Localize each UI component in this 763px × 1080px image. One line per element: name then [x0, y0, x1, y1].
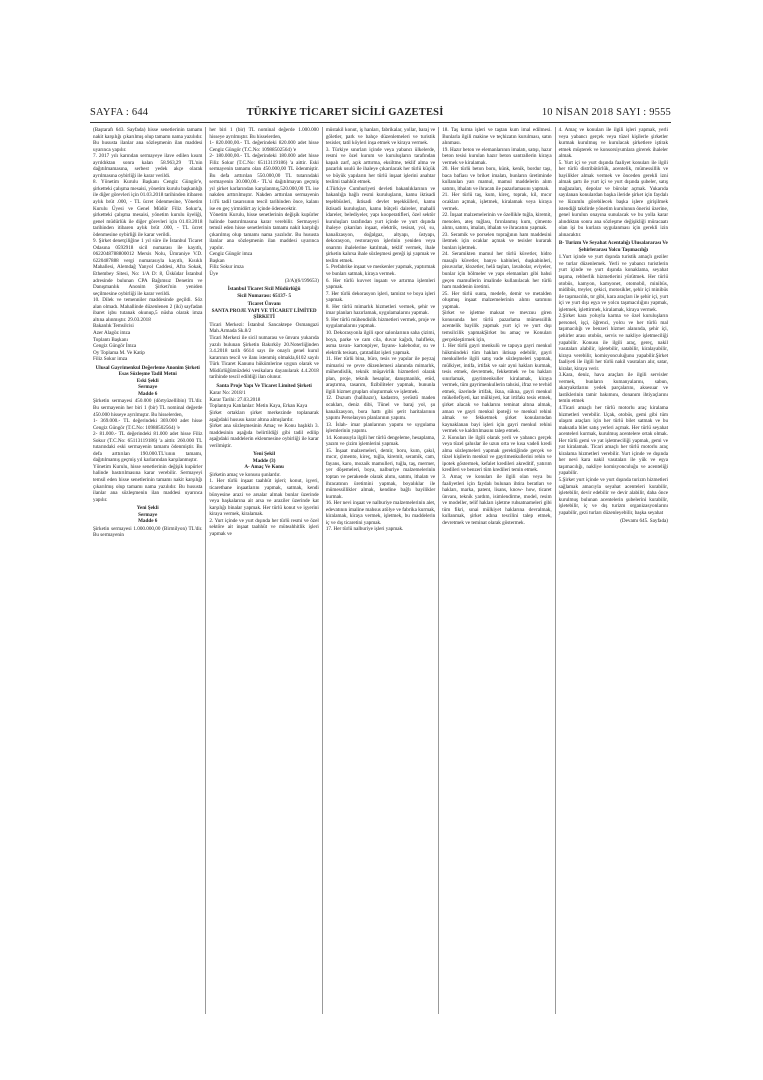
paragraph: 6. Her türlü kuvvet inşaatı ve artırma işlemleri yapmak.: [325, 277, 436, 291]
paragraph: 9. Şirket denetçiliğine 1 yıl süre ile İstanbul Ticaret Odasına 0592918 sicil numarası ile kayıtlı, 0622048788800012 Mersis Nolu, Ümraniye V.D. 6220487888 vergi numarasıyla kayıtlı, Kısıklı Mahallesi, Alemdağ Yanyol Caddesi, Afra Sokak, Ethembey Sitesi, No: 1/A D: 8, Üsküdar İstanbul adresinde bulunan CPA Bağımsız Denetim ve Danışmanlık Anonim Şirketi'nin yeniden seçilmesine oybirliği ile karar verildi.: [93, 238, 203, 297]
paragraph: Bakanlık Temsilcisi Azer Alagöz imza Toplantı Başkanı Cengiz Güngör İmza Oy Toplama M. Ve Katip Filiz Sokur imza: [93, 323, 145, 363]
paragraph: 2.Şirket kara yoluyla karma ve özel kuruluşların personel, işçi, öğrenci, yolcu ve her türlü mal taşımacılığı ve benzeri hizmet alanında, şehir içi, şehirler arası otobüs, servis ve nakliye işletmeciliği yapabilir. Konusu ile ilgili araç, gereç, nakil vasıtaları alabilir, işletebilir, satabilir, kiralayabilir, kiraya verebilir, komisyonculuğunu yapabilir.Şirket faaliyeti ile ilgili her türlü nakil vasıtaları alır, satar, kiralar, kiraya verir.: [558, 313, 669, 372]
paragraph: Cengiz Güngör imza Başkan Filiz Sokur imza Üye: [209, 251, 253, 278]
paragraph: 3. Türkiye sınırları içinde veya yabancı ülkelerde, resmi ve özel kurum ve kuruluşların tarafından kapalı zarf, açık arttırma, eksiltme, teklif alma ve pazarlık usulü ile ihaleye çıkarılacak her türlü küçük ve büyük yapıların her türlü inşaat işlerini anahtar teslimi taahhüt etmek.: [325, 146, 436, 186]
section-heading: B- Turizm Ve Seyahat Acentalığı Ulusalararası Ve Şehirlerarası Yolcu Taşımacılığı: [558, 240, 668, 253]
column-3: [322, 127, 438, 1014]
paragraph: 8. Yönetim Kurulu Başkanı Cengiz Güngör'e, şirketteki çalışma mesaisi, yönetim kurulu başkanlığı ile diğer görevleri için 01.03.2018 tarihinden itibaren aylık brüt .000, - TL ücret ödenmesine, Yönetim Kurulu Üyesi ve Genel Müdür Filiz Sokur'a, şirketteki çalışma mesaisi, yönetim kurulu üyeliği, genel müdürlük ile diğer görevleri için 01.03.2018 tarihinden itibaren aylık brüt .000, - TL ücret ödenmesine oybirliği ile karar verildi.: [93, 179, 203, 238]
paragraph: 9. Her türlü mühendislik hizmetleri vermek, proje ve uygulamalarını yapmak.: [325, 316, 436, 330]
paragraph: 19. Hazır beton ve elemanlarının imalatı, satışı, hazır beton tesisi kurulan hazır beton santrallerin kiraya vermek ve kiralamak.: [442, 146, 552, 166]
paragraph: (3/A)(6/199653): [284, 277, 319, 284]
section-heading: Yeni Şekil Madde (3) A- Amaç Ve Konu: [244, 451, 284, 471]
section-heading: Ticaret Ünvanı SANTA PROJE YAPI VE TİCARET LİMİTED ŞİRKETİ: [211, 301, 317, 321]
paragraph: 25. Her türlü sunta, medefe, demir ve metalden oluşmuş inşaat malzemelerinin alımı satımını yapmak.: [442, 290, 552, 310]
paragraph: (Baştarafı 643. Sayfada) hisse senetlerinin tamamı nakit karşılığı çıkarılmış olup tamamı nama yazılıdır. Bu hususta ilanlar ana sözleşmenin ilan maddesi uyarınca yapılır.: [93, 127, 203, 153]
paragraph: 20. Her türlü beton boru, künk, kenik, bordur taşı, baca bafiası ve briket imalatı, bunların üretiminde kullanılan yarı mamul, mamul maddelerin alım satımı, ithalatı ve ihracatı ile pazarlamasını yapmak.: [442, 166, 552, 192]
paragraph: Şirket ana sözleşmesinin Amaç ve Konu başlıklı 3. maddesinin aşağıda belirtildiği gibi tadil edilip aşağıdaki maddelerin eklenmesine oybirliği ile karar verilmiştir.: [209, 423, 319, 449]
paragraph: Şirket ve işletme maksat ve mevzuu giren konusunda her türlü pazarlama mümessillik acentelik bayilik yapmak yurt içi ve yurt dışı temsilcilik yapmakŞirket bu amaç ve Konuları gerçekleştirmek için,: [442, 310, 552, 343]
publication-title: TÜRKİYE TİCARET SİCİLİ GAZETESİ: [246, 106, 444, 118]
paragraph: 2. Yurt içinde ve yurt dışında her türlü resmi ve özel sektöre ait inşaat taahhüt ve müteahhitlik işleri yapmak ve: [209, 517, 319, 537]
paragraph: 24. Seramikten mamul her türlü küvetler, hidro masajlı küvetler, banyo kabinleri, duşkabinleri, pisuvarlar, klozetler, helâ taşları, lavabolar, eviyeler, bunlar için bölmeler ve yapı elemanları gibi bahsi geçen mamullerin imalinde kullanılacak her türlü ham maddenin üretimi.: [442, 251, 552, 291]
paragraph: 13. İslah- imar planlarının yapımı ve uygulama işlemlerinin yapımı.: [325, 421, 436, 435]
page-number: SAYFA : 644: [90, 106, 149, 118]
paragraph: 1.Yurt içinde ve yurt dışında turistik amaçlı geziler ve turlar düzenlemek. Yerli ve yabancı turistlerin yurt içinde ve yurt dışında konaklama, seyahat taşıma, rehberlik hizmetlerini yürütmek. Her türlü otobüs, kamyon, kamyonet, otomobil, minibüs, midibüs, treyler, çekici, motosiklet, şehir içi minibüs ile taşımacılık, tır gibi, kara araçları ile şehir içi, yurt içi ve yurt dışı eşya ve yolcu taşımacılığını yapmak, işletmek, işlettirmek, kiralamak, kiraya vermek.: [558, 254, 669, 313]
column-2: [205, 127, 321, 1014]
paragraph: 1. Her türlü gayri menkulü ve tapuya gayri menkul hükmündeki tüm hakları iktisap edebilir, gayri menkullerle ilgili satış vade sözleşmeleri yapmak, mülkiyet, intifa, irtifak ve sair ayni hakları kurmak, tesis etmek, devretmek, fekketmek ve bu hakları sınırlamak, gayrimenkuller kiralamak, kiraya vermek, tüm gayrimenkullerin tahsisi, ifraz ve tevhid etmek, üzerinde irtifak, ikna, sükna, gayri menkul mükellefiyeti, kat mülkiyeti, kat irtifakı tesis etmek, şirket alacak ve haklarını teminat altına almak, amacı ve gayri menkul ipoteği ve menkul rehini almak ve fekketmek şirket konularından kaynaklanan bayi işleri için gayri menkul rehini vermek ve kaldırılmasını talep etmek.: [442, 343, 552, 435]
paragraph: Yönetim Kurulu, hisse senetlerinin değişik kupürler halinde bastırılmasına karar verebilir. Sermayeyi temsil eden hisse senetlerinin tamamı nakit karşılığı çıkarılmış olup tamamı nama yazılıdır. Bu hususta ilanlar ana sözleşmenin ilan maddesi uyarınca yapılır.: [93, 463, 203, 503]
issue-date-number: 10 NİSAN 2018 SAYI : 9555: [541, 106, 671, 118]
paragraph: Ticari Merkezi: İstanbul Sancaktepe Osmangazi Mah.Armada Sk.8/2: [209, 321, 319, 335]
paragraph: 4.Ticari amaçlı her türlü motorlu araç kiralama hizmetleri verebilir. Uçak, otobüs, gemi gibi tüm ulaşım araçları için her türlü bilet satmak ve bu maksatla bilet satış yerleri açmak. Her türlü seyahat acenteleri kurmak, kurulmuş acentelere ortak olmak. Her türlü gemi ve yat işletmeciliği yapmak, gemi ve yat kiralamak. Ticari amaçlı her türlü motorlu araç kiralama hizmetleri verebilir. Yurt içinde ve dışında her nevi kara nakil vasıtaları ile yük ve eşya taşımacılığı, nakliye komisyonculuğu ve acenteliği yapabilir.: [558, 404, 669, 477]
paragraph: 21. Her türlü taş, kum, kireç, toprak, kil, mıcır ocakları açmak, işletmek, kiralamak veya kiraya vermek.: [442, 192, 552, 212]
paragraph: 1- 369.000.- TL değerindeki 369.000 adet hisse Cengiz Güngör (T.C.No: 10988502564) 'e 2- 81.000.- TL değerindeki 81.000 adet hisse Filiz Sokur (T.C.No: 65113119186) 'a aittir. 260.000 TL tutarındaki eski sermayenin tamamı ödenmiştir. Bu defa arttırılan 190.000.TL'sının tamamı, dağıtılmamış geçmiş yıl karlarından karşılanmıştır.: [93, 418, 203, 464]
header-rule: [90, 122, 671, 123]
paragraph: 3.Kara, deniz, hava araçları ile ilgili servisler vermek, bunların kumanyalarını, sabun, akaryakıtlarını yedek parçalarını, aksesuar ve lastiklerinin tamir bakımını, donanım ihtiyaçlarını temin etmek: [558, 372, 669, 405]
paragraph: Şirketin amaç ve konusu şunlardır.: [209, 471, 281, 478]
paragraph: 2. Konuları ile ilgili olarak yerli ve yabancı gerçek veya tüzel şahıslar ile uzun orta ve kısa vadeli kredi alma sözleşmeleri yapmak gerektiğinde gerçek ve tüzel kişilerin menkul ve gayrimenkullerini rehin ve ipotek göstermek, kefalet kredileri akreditif, yatırım kredileri ve benzeri tüm kredileri temin etmek.: [442, 434, 552, 474]
paragraph: her biri 1 (bir) TL nominal değerde 1.000.000 hisseye ayrılmıştır. Bu hisselerden,: [209, 127, 319, 140]
column-4: [438, 127, 554, 1014]
paragraph: 11. Her türlü bina, büro, tesis ve yapılar ile peyzaj mimarisi ve çevre düzenlemesi alanında mimarlık, mühendislik, teknik müşavirlik hizmetleri olarak plan, proje, teknik hesaplar, danışmanlık, etüd, araştırma, tasarım, fizibiliteler yapmak, bununla ilgili hizmet grupları oluşturmak ve işletmek.: [325, 356, 436, 395]
paragraph: 5. Yurt içi ve yurt dışında faaliyet konuları ile ilgili her türlü distribütörlük, acentelik, mümessillik ve bayilikler almak vermek ve önceden gerekli izni almak şartı ile yurt içi ve yurt dışında şubeler, satış mağazaları, depolar ve bürolar açmak. Yukarıda sayılanan konulardan başka ileride şirket için faydalı ve lüzumlu görebilecek başka işlere girişilmek istendiği takdirde yönetim kurulunun önerisi üzerine, genel kurulun onayına sunulacak ve bu yolla karar alındıktan sonra ana sözleşme değişikliği müracaatı olan işi bu kurlara uygulanması için gerekli izin alınacaktır.: [558, 159, 669, 238]
section-heading: Ulusal Gayrimenkul Değerleme Anonim Şirketi Esas Sözleşme Tadil Metni Eski Şekli Sermaye Madde 6: [95, 364, 200, 397]
paragraph: 23. Seramik ve porselen toprağının ham maddesini iletmek için ocaklar açmak ve tesisler kurarak bunları işletmek.: [442, 231, 552, 251]
section-heading: İstanbul Ticaret Sicil Müdürlüğü Sicil Numarası: 65137- 5: [227, 286, 301, 299]
column-5: [555, 127, 671, 1014]
paragraph: 17. Her türlü nalburiye işleri yapmak.: [325, 526, 404, 533]
paragraph: 14. Konusuyla ilgili her türlü dengeleme, hesaplama, yazım ve çizim işlemlerini yapmak.: [325, 434, 436, 448]
section-heading: Santa Proje Yapı Ve Ticaret Limited Şirketi: [216, 382, 312, 389]
paragraph: Ticari Merkezi ile sicil numarası ve ünvanı yukarıda yazılı bulunan Şirketin Bakırköy 20.Noterliğinden 3.4.2018 tarih 6614 sayı ile onaylı genel kurul kararının tescil ve ilanı istenmiş olmakla,6102 sayılı Türk Ticaret Kanunu hükümlerine uygun olarak ve Müdürlüğümüzdeki vesikalara dayanılarak 4.4.2018 tarihinde tescil edildiği ilan olunur.: [209, 334, 319, 381]
paragraph: Şirket ortakları şirket merkezinde toplanarak aşağıdaki hususu karar altına almışlardır.: [209, 409, 319, 423]
paragraph: 15. İnşaat malzemeleri, demir, boru, kum, çakıl, mıcır, çimento, kireç, tuğla, kiremit, seramik, cam, fayans, karo, mozaik mamulleri, tuğla, taş, mermer, yer döşemeleri, boya, nalburiye malzemelerinin toptan ve perakende olarak alımı, satımı, ithalatı ve ihracatının üretimini yapmak, boyalıklar ile mümessillikler almak, kendine bağlı bayilikler kurmak.: [325, 447, 436, 500]
paragraph: 7. Her türlü dekorasyon işleri, tamirat ve boya işleri yapmak.: [325, 290, 436, 304]
section-heading: Yeni Şekli Sermaye Madde 6: [136, 505, 159, 525]
paragraph: Yönetim Kurulu, hisse senetlerinin değişik kupürler halinde bastırılmasına karar verebilir. Sermayeyi temsil eden hisse senetlerinin tamamı nakit karşılığı çıkarılmış olup tamamı nama yazılıdır. Bu hususta ilanlar ana sözleşmenin ilan maddesi uyarınca yapılır.: [209, 212, 319, 251]
paragraph: 18. Taş kırma işleri ve taştan kum imal edilmesi. Bunlarla ilgili makine ve teçhizatın kurulması, satın alınması.: [442, 127, 552, 147]
paragraph: 5. Prefabrike inşaat ve meskenler yapmak, yaptırmak ve bunları satmak, kiraya vermek.: [325, 264, 436, 278]
continued-note: (Devamı 645. Sayfada): [620, 518, 669, 525]
paragraph: 1. Her türlü inşaat taahhüt işleri; konut, işyeri, ticarethane inşaatlarını yapmak, satmak, kendi bünyesine arazi ve arsalar almak bunlar üzerinde veya başkalarına ait arsa ve araziler üzerinde kat karşılığı binalar yapmak. Her türlü konut ve işyerini kiraya vermek, kiralamak.: [209, 478, 319, 518]
paragraph: 10. Dekorasyonla ilgili spor salonlarının saha çizimi, boya, parke ve cam cila, duvar kağıdı, halıfleks, asma tavan- kartonpiyer, fayans- kalebodur, su ve elektrik tesisatı, çatıtadilat işleri yapmak.: [325, 329, 436, 356]
paragraph: 1- 820.000,00.- TL değerindeki 820.000 adet hisse Cengiz Güngör (T.C.No: 10988502564) 'e 2- 180.000,00.- TL değerindeki 180.000 adet hisse Filiz Sokur (T.C.No: 65113119186) 'a aittir. Eski sermayenin tamamı olan 450.000,00 TL ödenmiştir. Bu defa arttırılan 550.000,00 TL tutarındaki sermayenin 30.000,00.- TL'si dağıtılmayan geçmiş yıl şirket karlarından karşılanmış,520.000,00 TL ise nakden arttırılmıştır. Nakden arttırılan sermayenin 1/4'ü tadil tasarısının tescil tarihinden önce, kalanı ise en geç yirmidört ay içinde ödenecektir.: [209, 140, 319, 212]
paragraph: 16. Her nevi inşaat ve nalburiye malzemelerinin alet, edevatının imaline mahsus atölye ve fabrika kurmak, kiralamak, kiraya vermek, işletmek, bu maddelerin iç ve dış ticaretini yapmak.: [325, 500, 436, 526]
paragraph: 3. Amaç ve konuları ile ilgili olan veya bu faaliyetleri için faydalı bulunan ihtira beratları ve hakları, marka, patent, lisans, know- how, ticaret ünvanı, teknik yardım, isimlendirme, model, resim ve modeller, telif hakları işletme ruhsatnameleri gibi tüm fikri, sınai mülkiyet haklarına devralmak, kullanmak, şirket adına tescilini talep etmek, devretmek ve teminat olarak göstermek.: [442, 473, 552, 526]
column-1: [90, 127, 205, 1014]
paragraph: 7. 2017 yılı karından sermayeye ilave edilen kısım ayrıldıktan sonra kalan 58.963,29 TL'nin dağıtılmamasına, serbest yedek akçe olarak ayrılmasına oybirliği ile karar verildi.: [93, 153, 203, 179]
paragraph: 22. İnşaat malzemelerinin ve özellikle tuğla, kiremit, menolen, ateş tuğlası, fırınlanmış kum, çimento alımı, satımı, imalatı, ithalatı ve ihracatını yapmak.: [442, 212, 552, 232]
paragraph: 5.Şirket yurt içinde ve yurt dışında turizm hizmetleri sağlamak amacıyla seyahat acenteleri kurabilir, işletebilir, devir edebilir ve devir alabilir, daha önce kurulmuş bulunan acentelerin şubelerini kurabilir, işletebilir, iç ve dış turizm organizasyonlarını yapabilir, gezi turları düzenleyebilir, başka seyahat: [558, 476, 669, 516]
page-header: [90, 104, 671, 120]
paragraph: Şirketin sermayesi 450.000 (dörtyüzellibin) TL'dir. Bu sermayenin her biri 1 (bir) TL nominal değerde 450.000 hisseye ayrılmıştır. Bu hisselerden,: [93, 398, 203, 418]
paragraph: Karar No: 2018/1 Karar Tarihi: 27.03.2018 Toplantıya Katılanlar: Metin Kaya, Erkan Kaya: [209, 390, 308, 410]
paragraph: 4. Amaç ve konuları ile ilgili işleri yapmak, yerli veya yabancı gerçek veya tüzel kişilerle şirketler kurmak kurulmuş ve kurulacak şirketlere iştirak etmek müşterek ve konsorsiyumlara girerek ihaleler almak.: [558, 127, 669, 160]
paragraph: 10. Dilek ve temenniler maddesinde geçildi. Söz alan olmadı. Mahallinde düzenlenen 2 (iki) sayfadan ibaret işbu tutanak okunup,5 nüsha olarak imza altına alınmıştır. 29.03.2018: [93, 297, 203, 323]
paragraph: 8. Her türlü mimarlık hizmetleri vermek, şehir ve imar planları hazırlamak, uygulamalarını yapmak.: [325, 303, 436, 317]
text-columns: [90, 127, 671, 1014]
paragraph: 12. Duzum (halihazır), kadastro, yerüstü maden ocakları, deniz dibi, Tünel ve baraj yol, şu kanalizasyon, bora hattı gibi şerit haritalarının yapımı Perselasyon planlarının yapımı.: [325, 395, 436, 422]
paragraph: 4.Türkiye Cumhuriyeti devleti bakanlıklarının ve bakanlığa bağlı resmi kuruluşların, kamu iktisadi teşebbüsleri, iktisadi devlet teşekkülleri, kamu iktisadi kuruluşları, kamu bütçeli daireler, mahalli idareler, belediyeler, yapı kooperatifleri, özel sektör kuruluşları tarafından yurt içinde ve yurt dışında ihaleye çıkarılan inşaat, elektrik, tesisat, yol, su, kanalizasyon, doğalgaz, altyapı, üstyapı, dekorasyon, restorasyon işlerinin yeniden veya onarımı ihalelerine katılmak, teklif vermek, ihale şirketin kalırsa ihale sözleşmesi gereği işi yapmak ve teslim etmek.: [325, 185, 436, 264]
paragraph: müstakil konut, iş hanları, fabrikalar, yollar, baraj ve göletler, park ve bahçe düzenlemeleri ve turistik tesisler, tatil köyleri inşa etmek ve kiraya vermek.: [325, 127, 436, 147]
paragraph: Şirketin sermayesi 1.000.000,00 (Birmilyon) TL'dir. Bu sermayenin: [93, 525, 203, 539]
